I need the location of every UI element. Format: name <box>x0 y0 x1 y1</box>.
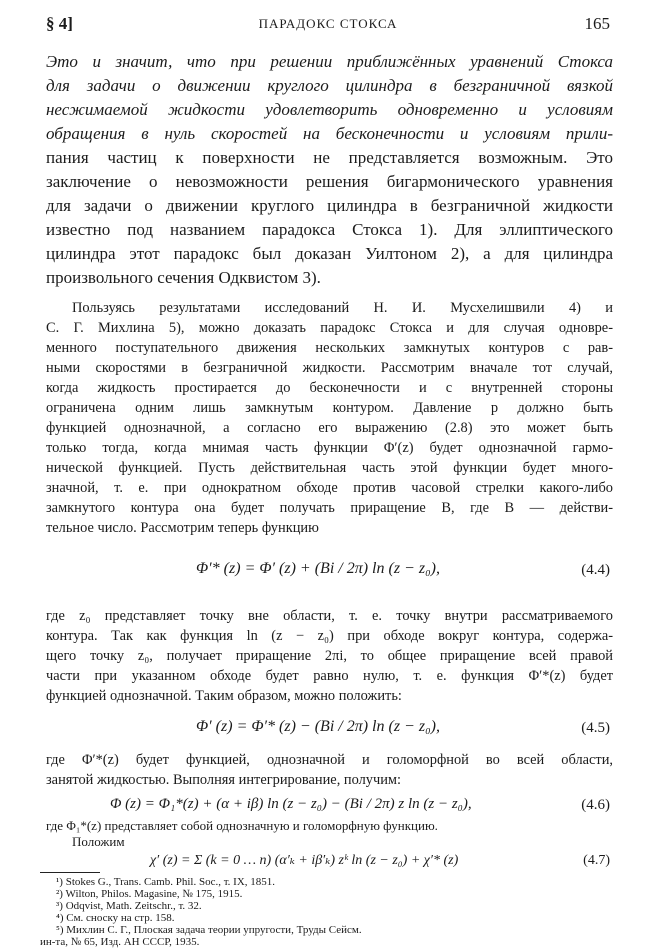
text-line: тельное число. Рассмотрим теперь функцию <box>46 520 319 536</box>
text-line: известно под названием парадокса Стокса 1). Для эллиптического <box>46 220 613 239</box>
text-line: для задачи о движении круглого цилиндра в безграничной вязкой <box>46 76 613 95</box>
footnote: ³) Odqvist, Math. Zeitschr., т. 32. <box>56 900 202 912</box>
text-line: Это и значит, что при решении приближённых уравнений Стокса <box>46 52 613 71</box>
text-line: функцией однозначной, а согласно его выражению (2.8) это может быть <box>46 420 613 436</box>
equation-4-6: Φ (z) = Φ₁*(z) + (α + iβ) ln (z − z₀) − (Bi / 2π) z ln (z − z₀), <box>110 796 472 812</box>
text-line: Положим <box>72 834 125 849</box>
text-line: контура. Так как функция ln (z − z₀) при обходе вокруг контура, содержа- <box>46 628 613 644</box>
text-line: С. Г. Михлина 5), можно доказать парадокс Стокса и для случая одновре- <box>46 320 613 336</box>
text-line: обращения в нуль скоростей на бесконечности и условиям прили- <box>46 124 613 143</box>
text-line: несжимаемой жидкости удовлетворить одновременно и условиям <box>46 100 613 119</box>
running-title: ПАРАДОКС СТОКСА <box>258 16 398 31</box>
text-line: пания частиц к поверхности не представляется возможным. Это <box>46 148 613 167</box>
text-line: значной, т. е. при однократном обходе против часовой стрелки какого-либо <box>46 480 613 496</box>
page-number: 165 <box>584 14 610 33</box>
text-line: занятой жидкостью. Выполняя интегрирование, получим: <box>46 772 402 788</box>
text-line: заключение о невозможности решения бигармонического уравнения <box>46 172 613 191</box>
text-line: менного поступательного движения нескольких замкнутых контуров с рав- <box>46 340 613 356</box>
equation-number: (4.6) <box>581 797 610 813</box>
footnote: ²) Wilton, Philos. Magasine, № 175, 1915. <box>56 888 243 900</box>
text-line: замкнутого контура она будет получать приращение B, где B — действи- <box>46 500 613 516</box>
text-line: функцией однозначной. Таким образом, можно положить: <box>46 688 402 704</box>
equation-4-7: χ′ (z) = Σ (k = 0 … n) (α′ₖ + iβ′ₖ) zᵏ ln (z − z₀) + χ′* (z) <box>150 853 459 868</box>
text-line: части при указанном обходе будет равно нулю, т. е. функция Φ′*(z) будет <box>46 668 613 684</box>
footnote-rule <box>40 872 100 873</box>
text-line: Пользуясь результатами исследований Н. И. Мусхелишвили 4) и <box>72 300 613 316</box>
equation-4-5: Φ′ (z) = Φ′* (z) − (Bi / 2π) ln (z − z₀), <box>196 718 440 735</box>
text-line: для задачи о движении круглого цилиндра в безграничной жидкости <box>46 196 613 215</box>
text-line: цилиндра этот парадокс был доказан Уилтоном 2), а для цилиндра <box>46 244 613 263</box>
equation-number: (4.5) <box>581 720 610 736</box>
text-line: где Φ₁*(z) представляет собой однозначную и голоморфную функцию. <box>46 818 438 833</box>
equation-number: (4.7) <box>583 853 610 868</box>
text-line: только тогда, когда мнимая часть функции Φ′(z) будет однозначной гармо- <box>46 440 613 456</box>
equation-4-4: Φ′* (z) = Φ′ (z) + (Bi / 2π) ln (z − z₀), <box>196 560 440 577</box>
text-line: ными скоростями в безграничной жидкости. Рассмотрим вначале тот случай, <box>46 360 613 376</box>
page-header <box>46 14 610 36</box>
section-marker: § 4] <box>46 14 73 33</box>
text-line: произвольного сечения Одквистом 3). <box>46 268 321 287</box>
text-line: ограничена одним лишь замкнутым контуром. Давление p должно быть <box>46 400 613 416</box>
footnote: ¹) Stokes G., Trans. Camb. Phil. Soc., т. IX, 1851. <box>56 876 276 888</box>
footnote: ⁵) Михлин С. Г., Плоская задача теории упругости, Труды Сейсм. <box>56 924 362 936</box>
text-line: нической функцией. Пусть действительная часть этой функции будет много- <box>46 460 613 476</box>
footnote: ⁴) См. сноску на стр. 158. <box>56 912 175 924</box>
footnote: ин-та, № 65, Изд. АН СССР, 1935. <box>40 936 200 948</box>
text-line: когда жидкость простирается до бесконечности и с внутренней стороны <box>46 380 613 396</box>
text-line: где Φ′*(z) будет функцией, однозначной и голоморфной во всей области, <box>46 752 613 768</box>
text-line: щего точку z₀, получает приращение 2πi, то общее приращение всей правой <box>46 648 613 664</box>
text-line: где z₀ представляет точку вне области, т. е. точку внутри рассматриваемого <box>46 608 613 624</box>
equation-number: (4.4) <box>581 562 610 578</box>
